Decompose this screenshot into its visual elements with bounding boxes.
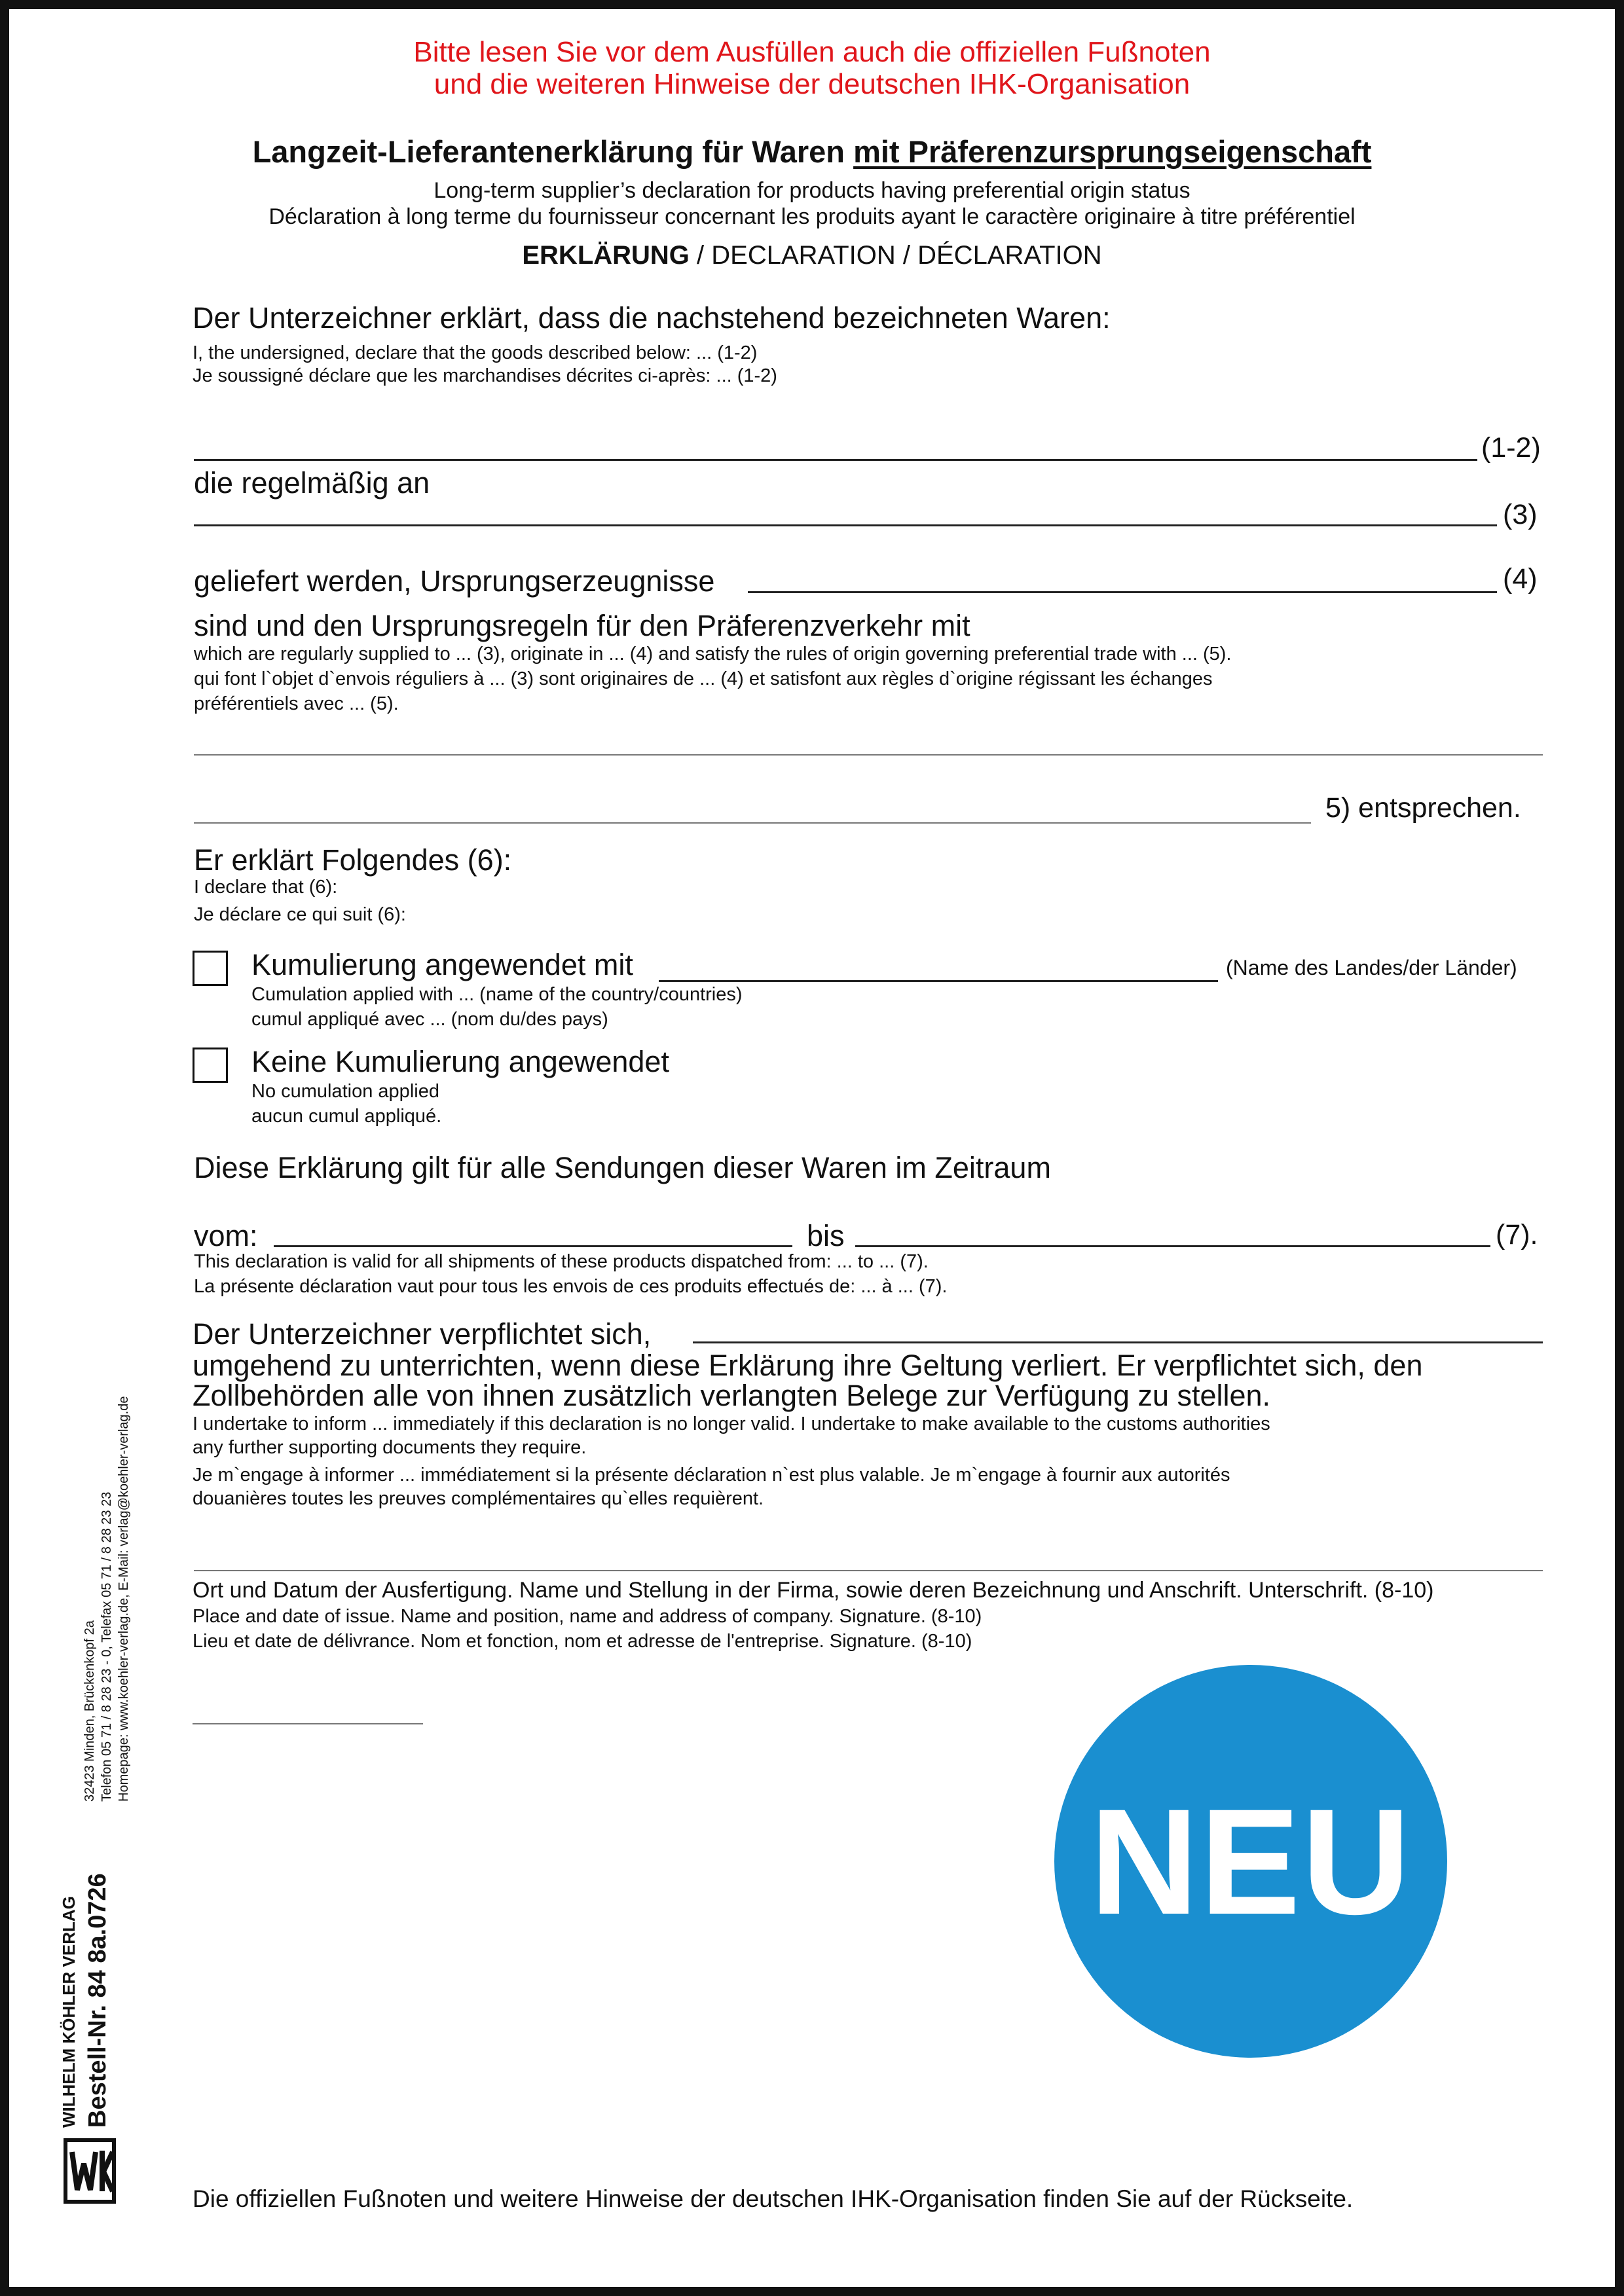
undertaking-fr-2: douanières toutes les preuves complémentaires qu`elles requièrent. <box>193 1488 764 1509</box>
document-title <box>0 134 1624 170</box>
title-part-1: Langzeit-Lieferantenerklärung für Waren <box>252 134 854 169</box>
no-cumulation-fr: aucun cumul appliqué. <box>251 1106 442 1127</box>
intro-de: Der Unterzeichner erklärt, dass die nachstehend bezeichneten Waren: <box>193 301 1111 335</box>
undertaking-en-1: I undertake to inform ... immediately if this declaration is no longer valid. I undertake to make available to the customs authorities <box>193 1413 1270 1434</box>
neu-badge: NEU <box>1054 1665 1447 2058</box>
declare-en: I declare that (6): <box>194 877 338 898</box>
no-cumulation-en: No cumulation applied <box>251 1081 439 1102</box>
signature-short-line <box>193 1723 423 1724</box>
period-from-field[interactable] <box>274 1245 792 1247</box>
period-en: This declaration is valid for all shipments of these products dispatched from: ... to ... (7). <box>194 1251 929 1272</box>
declaration-heading-rest: / DECLARATION / DÉCLARATION <box>689 241 1102 270</box>
publisher-name: WILHELM KÖHLER VERLAG <box>59 1896 79 2128</box>
regularly-label: die regelmäßig an <box>194 466 430 500</box>
rules-fr-1: qui font l`objet d`envois réguliers à ... (3) sont originaires de ... (4) et satisfont aux règles d`origine régissant les échanges <box>194 668 1213 689</box>
period-from-label: vom: <box>194 1219 258 1252</box>
undertaking-line-2: umgehend zu unterrichten, wenn diese Erklärung ihre Geltung verliert. Er verpflichtet sich, den <box>193 1349 1423 1382</box>
period-fr: La présente déclaration vaut pour tous les envois de ces produits effectués de: ... à ... (7). <box>194 1276 948 1297</box>
declaration-heading <box>0 241 1624 270</box>
period-to-label: bis <box>807 1219 845 1252</box>
ref-7: (7). <box>1496 1219 1538 1250</box>
publisher-order-number: Bestell-Nr. 84 8a.0726 <box>84 1873 111 2128</box>
undertaking-fr-1: Je m`engage à informer ... immédiatement si la présente déclaration n`est plus valable. Je m`engage à fournir aux autorités <box>193 1465 1230 1485</box>
declaration-heading-de: ERKLÄRUNG <box>522 241 690 270</box>
publisher-phone: Telefon 05 71 / 8 28 23 - 0, Telefax 05 71 / 8 28 23 23 <box>100 1491 114 1802</box>
subtitle-fr: Déclaration à long terme du fournisseur concernant les produits ayant le caractère originaire à titre préférentiel <box>268 204 1356 229</box>
notice-line-1: Bitte lesen Sie vor dem Ausfüllen auch die offiziellen Fußnoten <box>413 36 1211 68</box>
signature-en: Place and date of issue. Name and position, name and address of company. Signature. (8-10) <box>193 1606 982 1627</box>
undertaking-en-2: any further supporting documents they require. <box>193 1437 587 1458</box>
rules-en: which are regularly supplied to ... (3), originate in ... (4) and satisfy the rules of origin governing preferential trade with ... (5). <box>194 644 1232 665</box>
publisher-logo-icon <box>63 2138 117 2204</box>
publisher-web: Homepage: www.koehler-verlag.de, E-Mail: verlag@koehler-verlag.de <box>117 1396 131 1802</box>
preferential-field-1[interactable] <box>194 754 1543 756</box>
ref-4: (4) <box>1503 563 1538 594</box>
publisher-address: 32423 Minden, Brückenkopf 2a <box>83 1620 97 1802</box>
origin-field[interactable] <box>748 591 1497 593</box>
declare-de: Er erklärt Folgendes (6): <box>194 843 512 877</box>
intro-en: I, the undersigned, declare that the goods described below: ... (1-2) <box>193 342 758 363</box>
cumulation-en: Cumulation applied with ... (name of the country/countries) <box>251 984 743 1005</box>
signature-de: Ort und Datum der Ausfertigung. Name und Stellung in der Firma, sowie deren Bezeichnung und Anschrift. Unterschrift. (8-10) <box>193 1578 1434 1603</box>
ref-5: 5) entsprechen. <box>1325 792 1521 824</box>
cumulation-country-hint: (Name des Landes/der Länder) <box>1226 956 1517 979</box>
undertaking-line-3: Zollbehörden alle von ihnen zusätzlich verlangten Belege zur Verfügung zu stellen. <box>193 1379 1271 1412</box>
title-part-2: mit Präferenzursprungseigenschaft <box>853 134 1372 169</box>
period-de: Diese Erklärung gilt für alle Sendungen dieser Waren im Zeitraum <box>194 1151 1051 1184</box>
period-to-field[interactable] <box>855 1245 1490 1247</box>
goods-field[interactable] <box>194 459 1477 461</box>
rules-fr-2: préférentiels avec ... (5). <box>194 693 399 714</box>
ref-1-2: (1-2) <box>1481 432 1541 464</box>
rules-label: sind und den Ursprungsregeln für den Präferenzverkehr mit <box>194 609 970 642</box>
no-cumulation-checkbox[interactable] <box>193 1048 228 1083</box>
supplied-label: geliefert werden, Ursprungserzeugnisse <box>194 564 715 598</box>
signature-fr: Lieu et date de délivrance. Nom et fonction, nom et adresse de l'entreprise. Signature. (8-10) <box>193 1631 972 1652</box>
cumulation-country-field[interactable] <box>659 980 1218 982</box>
cumulation-label: Kumulierung angewendet mit <box>251 948 633 981</box>
preferential-field-2[interactable] <box>194 822 1311 824</box>
undertaking-line-1: Der Unterzeichner verpflichtet sich, <box>193 1317 652 1351</box>
notice-line-2: und die weiteren Hinweise der deutschen IHK-Organisation <box>434 68 1190 100</box>
signature-field[interactable] <box>194 1570 1543 1571</box>
subtitle-en: Long-term supplier’s declaration for products having preferential origin status <box>434 178 1190 203</box>
no-cumulation-label: Keine Kumulierung angewendet <box>251 1045 669 1078</box>
declare-fr: Je déclare ce qui suit (6): <box>194 904 406 925</box>
ref-3: (3) <box>1503 499 1538 530</box>
recipient-field[interactable] <box>194 524 1497 526</box>
cumulation-checkbox[interactable] <box>193 951 228 986</box>
undertaking-field[interactable] <box>693 1341 1543 1343</box>
footer-note: Die offiziellen Fußnoten und weitere Hinweise der deutschen IHK-Organisation finden Sie auf der Rückseite. <box>193 2185 1354 2212</box>
cumulation-fr: cumul appliqué avec ... (nom du/des pays) <box>251 1009 608 1030</box>
intro-fr: Je soussigné déclare que les marchandises décrites ci-après: ... (1-2) <box>193 365 777 386</box>
